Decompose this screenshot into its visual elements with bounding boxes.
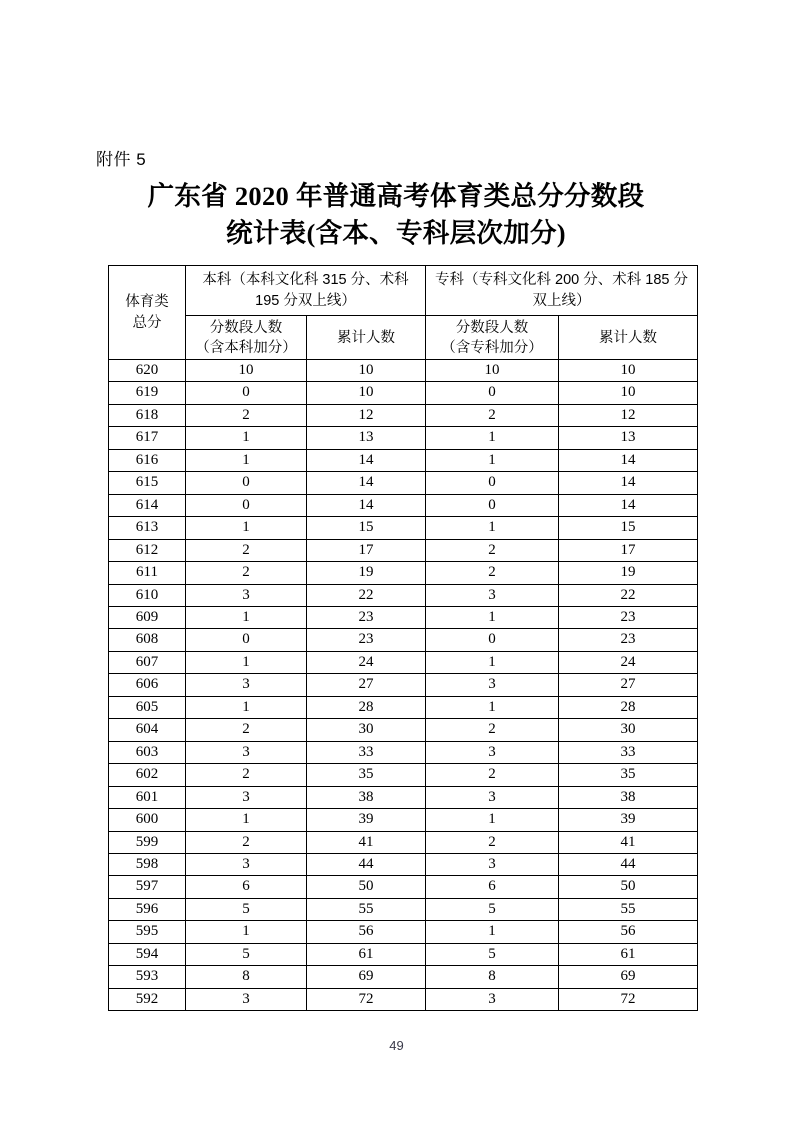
table-header: [109, 266, 698, 360]
cell-undergraduate-segment-count: 3: [186, 674, 307, 696]
cell-total-score: 601: [109, 786, 186, 808]
cell-total-score: 603: [109, 741, 186, 763]
cell-total-score: 604: [109, 719, 186, 741]
cell-vocational-cumulative: 12: [559, 404, 698, 426]
table-row: [109, 719, 698, 741]
cell-undergraduate-cumulative: 14: [307, 472, 426, 494]
cell-undergraduate-segment-count: 2: [186, 719, 307, 741]
cell-total-score: 594: [109, 943, 186, 965]
cell-total-score: 615: [109, 472, 186, 494]
table-row: [109, 831, 698, 853]
header-group-vocational: 专科（专科文化科 200 分、术科 185 分双上线）: [426, 266, 698, 316]
cell-undergraduate-segment-count: 0: [186, 629, 307, 651]
cell-undergraduate-segment-count: 3: [186, 786, 307, 808]
cell-undergraduate-cumulative: 12: [307, 404, 426, 426]
table-row: [109, 898, 698, 920]
table-row: [109, 966, 698, 988]
cell-total-score: 611: [109, 562, 186, 584]
cell-vocational-segment-count: 1: [426, 651, 559, 673]
page-title-line-2: 统计表(含本、专科层次加分): [226, 218, 566, 248]
cell-vocational-cumulative: 44: [559, 853, 698, 875]
cell-vocational-segment-count: 2: [426, 539, 559, 561]
table-body: [109, 360, 698, 1011]
header-undergraduate-cumulative: 累计人数: [307, 316, 426, 360]
cell-vocational-cumulative: 22: [559, 584, 698, 606]
cell-vocational-segment-count: 3: [426, 786, 559, 808]
cell-total-score: 609: [109, 606, 186, 628]
cell-undergraduate-cumulative: 39: [307, 809, 426, 831]
cell-undergraduate-segment-count: 10: [186, 360, 307, 382]
cell-total-score: 593: [109, 966, 186, 988]
cell-total-score: 617: [109, 427, 186, 449]
cell-total-score: 614: [109, 494, 186, 516]
cell-total-score: 595: [109, 921, 186, 943]
table-row: [109, 539, 698, 561]
cell-undergraduate-segment-count: 3: [186, 584, 307, 606]
cell-undergraduate-segment-count: 1: [186, 651, 307, 673]
cell-vocational-cumulative: 33: [559, 741, 698, 763]
cell-vocational-segment-count: 10: [426, 360, 559, 382]
cell-undergraduate-cumulative: 15: [307, 517, 426, 539]
cell-undergraduate-segment-count: 0: [186, 494, 307, 516]
cell-undergraduate-cumulative: 55: [307, 898, 426, 920]
cell-undergraduate-segment-count: 5: [186, 898, 307, 920]
cell-undergraduate-cumulative: 14: [307, 449, 426, 471]
cell-undergraduate-segment-count: 1: [186, 809, 307, 831]
cell-vocational-segment-count: 1: [426, 449, 559, 471]
cell-undergraduate-cumulative: 38: [307, 786, 426, 808]
cell-undergraduate-segment-count: 2: [186, 562, 307, 584]
cell-undergraduate-cumulative: 19: [307, 562, 426, 584]
cell-total-score: 605: [109, 696, 186, 718]
header-score-category-line-1: 体育类: [125, 293, 169, 310]
table-row: [109, 562, 698, 584]
cell-total-score: 618: [109, 404, 186, 426]
cell-undergraduate-cumulative: 33: [307, 741, 426, 763]
cell-total-score: 612: [109, 539, 186, 561]
cell-undergraduate-cumulative: 14: [307, 494, 426, 516]
cell-vocational-cumulative: 28: [559, 696, 698, 718]
cell-vocational-cumulative: 50: [559, 876, 698, 898]
cell-vocational-cumulative: 23: [559, 629, 698, 651]
cell-undergraduate-cumulative: 69: [307, 966, 426, 988]
table-row: [109, 853, 698, 875]
cell-vocational-segment-count: 0: [426, 494, 559, 516]
cell-vocational-cumulative: 17: [559, 539, 698, 561]
cell-undergraduate-cumulative: 23: [307, 606, 426, 628]
table-row: [109, 988, 698, 1010]
header-undergraduate-segment-count: [186, 316, 307, 360]
cell-vocational-segment-count: 8: [426, 966, 559, 988]
cell-undergraduate-segment-count: 1: [186, 921, 307, 943]
header-vocational-segment-count-line-2: （含专科加分）: [441, 339, 543, 356]
table-row: [109, 764, 698, 786]
score-distribution-table: [108, 265, 698, 1011]
cell-undergraduate-segment-count: 1: [186, 427, 307, 449]
cell-vocational-segment-count: 2: [426, 764, 559, 786]
cell-undergraduate-cumulative: 50: [307, 876, 426, 898]
cell-total-score: 607: [109, 651, 186, 673]
cell-vocational-segment-count: 2: [426, 404, 559, 426]
header-undergraduate-segment-count-line-1: 分数段人数: [209, 319, 283, 336]
header-score-category-line-2: 总分: [132, 314, 162, 331]
cell-undergraduate-segment-count: 2: [186, 831, 307, 853]
cell-vocational-cumulative: 15: [559, 517, 698, 539]
cell-vocational-segment-count: 1: [426, 696, 559, 718]
table-row: [109, 696, 698, 718]
cell-vocational-segment-count: 1: [426, 921, 559, 943]
cell-undergraduate-segment-count: 1: [186, 517, 307, 539]
cell-undergraduate-segment-count: 2: [186, 404, 307, 426]
table-row: [109, 809, 698, 831]
cell-total-score: 610: [109, 584, 186, 606]
cell-total-score: 613: [109, 517, 186, 539]
cell-undergraduate-segment-count: 3: [186, 988, 307, 1010]
table-row: [109, 786, 698, 808]
cell-undergraduate-cumulative: 44: [307, 853, 426, 875]
table-row: [109, 404, 698, 426]
cell-undergraduate-cumulative: 23: [307, 629, 426, 651]
cell-vocational-cumulative: 61: [559, 943, 698, 965]
cell-undergraduate-cumulative: 10: [307, 382, 426, 404]
cell-undergraduate-cumulative: 17: [307, 539, 426, 561]
cell-total-score: 602: [109, 764, 186, 786]
page-title: [96, 178, 696, 252]
cell-vocational-segment-count: 1: [426, 427, 559, 449]
header-score-category: [109, 266, 186, 360]
cell-vocational-segment-count: 2: [426, 831, 559, 853]
cell-undergraduate-segment-count: 3: [186, 741, 307, 763]
cell-total-score: 596: [109, 898, 186, 920]
cell-undergraduate-segment-count: 3: [186, 853, 307, 875]
cell-vocational-cumulative: 41: [559, 831, 698, 853]
cell-undergraduate-segment-count: 5: [186, 943, 307, 965]
cell-undergraduate-cumulative: 27: [307, 674, 426, 696]
header-undergraduate-segment-count-line-2: （含本科加分）: [195, 339, 297, 356]
cell-undergraduate-segment-count: 2: [186, 764, 307, 786]
cell-vocational-cumulative: 30: [559, 719, 698, 741]
cell-total-score: 616: [109, 449, 186, 471]
header-vocational-segment-count: [426, 316, 559, 360]
cell-total-score: 600: [109, 809, 186, 831]
table-row: [109, 382, 698, 404]
cell-vocational-cumulative: 35: [559, 764, 698, 786]
cell-vocational-cumulative: 24: [559, 651, 698, 673]
table-row: [109, 921, 698, 943]
cell-total-score: 619: [109, 382, 186, 404]
cell-vocational-segment-count: 0: [426, 382, 559, 404]
cell-vocational-segment-count: 3: [426, 674, 559, 696]
cell-undergraduate-segment-count: 1: [186, 449, 307, 471]
table-row: [109, 427, 698, 449]
cell-vocational-segment-count: 2: [426, 719, 559, 741]
cell-undergraduate-cumulative: 61: [307, 943, 426, 965]
cell-vocational-cumulative: 39: [559, 809, 698, 831]
table-row: [109, 943, 698, 965]
cell-undergraduate-segment-count: 0: [186, 472, 307, 494]
cell-vocational-cumulative: 55: [559, 898, 698, 920]
cell-vocational-cumulative: 56: [559, 921, 698, 943]
header-vocational-cumulative: 累计人数: [559, 316, 698, 360]
cell-total-score: 599: [109, 831, 186, 853]
cell-total-score: 608: [109, 629, 186, 651]
table-header-row-subheaders: [109, 316, 698, 360]
table-row: [109, 651, 698, 673]
page-title-line-1: 广东省 2020 年普通高考体育类总分分数段: [147, 181, 645, 211]
cell-vocational-cumulative: 13: [559, 427, 698, 449]
cell-total-score: 620: [109, 360, 186, 382]
cell-total-score: 598: [109, 853, 186, 875]
cell-vocational-cumulative: 38: [559, 786, 698, 808]
header-vocational-segment-count-line-1: 分数段人数: [455, 319, 529, 336]
cell-undergraduate-segment-count: 0: [186, 382, 307, 404]
table-row: [109, 472, 698, 494]
cell-vocational-cumulative: 27: [559, 674, 698, 696]
page-number: 49: [389, 1038, 404, 1053]
cell-vocational-segment-count: 3: [426, 988, 559, 1010]
cell-undergraduate-cumulative: 24: [307, 651, 426, 673]
cell-total-score: 592: [109, 988, 186, 1010]
cell-vocational-segment-count: 5: [426, 943, 559, 965]
cell-vocational-segment-count: 3: [426, 741, 559, 763]
table-row: [109, 360, 698, 382]
table-row: [109, 584, 698, 606]
header-group-undergraduate: 本科（本科文化科 315 分、术科 195 分双上线）: [186, 266, 426, 316]
cell-undergraduate-cumulative: 10: [307, 360, 426, 382]
cell-vocational-segment-count: 5: [426, 898, 559, 920]
cell-vocational-cumulative: 14: [559, 494, 698, 516]
cell-vocational-cumulative: 72: [559, 988, 698, 1010]
cell-undergraduate-cumulative: 22: [307, 584, 426, 606]
cell-vocational-segment-count: 1: [426, 517, 559, 539]
cell-undergraduate-cumulative: 35: [307, 764, 426, 786]
cell-undergraduate-segment-count: 2: [186, 539, 307, 561]
cell-undergraduate-cumulative: 41: [307, 831, 426, 853]
cell-vocational-cumulative: 10: [559, 360, 698, 382]
table-row: [109, 876, 698, 898]
score-distribution-table-container: [108, 265, 697, 1011]
cell-undergraduate-segment-count: 1: [186, 606, 307, 628]
cell-vocational-segment-count: 3: [426, 853, 559, 875]
cell-undergraduate-cumulative: 30: [307, 719, 426, 741]
cell-vocational-cumulative: 10: [559, 382, 698, 404]
cell-undergraduate-segment-count: 6: [186, 876, 307, 898]
cell-undergraduate-cumulative: 56: [307, 921, 426, 943]
table-row: [109, 629, 698, 651]
cell-vocational-segment-count: 6: [426, 876, 559, 898]
table-row: [109, 606, 698, 628]
cell-vocational-cumulative: 69: [559, 966, 698, 988]
cell-vocational-segment-count: 0: [426, 629, 559, 651]
table-row: [109, 741, 698, 763]
cell-vocational-segment-count: 1: [426, 809, 559, 831]
cell-vocational-segment-count: 2: [426, 562, 559, 584]
cell-undergraduate-segment-count: 8: [186, 966, 307, 988]
cell-vocational-cumulative: 14: [559, 449, 698, 471]
cell-vocational-cumulative: 14: [559, 472, 698, 494]
cell-vocational-segment-count: 0: [426, 472, 559, 494]
table-row: [109, 674, 698, 696]
table-header-row-groups: [109, 266, 698, 316]
cell-total-score: 606: [109, 674, 186, 696]
cell-vocational-segment-count: 3: [426, 584, 559, 606]
cell-total-score: 597: [109, 876, 186, 898]
cell-undergraduate-cumulative: 72: [307, 988, 426, 1010]
cell-undergraduate-cumulative: 13: [307, 427, 426, 449]
cell-undergraduate-segment-count: 1: [186, 696, 307, 718]
table-row: [109, 517, 698, 539]
attachment-label: 附件 5: [96, 150, 147, 169]
cell-vocational-cumulative: 23: [559, 606, 698, 628]
cell-undergraduate-cumulative: 28: [307, 696, 426, 718]
cell-vocational-cumulative: 19: [559, 562, 698, 584]
table-row: [109, 449, 698, 471]
cell-vocational-segment-count: 1: [426, 606, 559, 628]
table-row: [109, 494, 698, 516]
